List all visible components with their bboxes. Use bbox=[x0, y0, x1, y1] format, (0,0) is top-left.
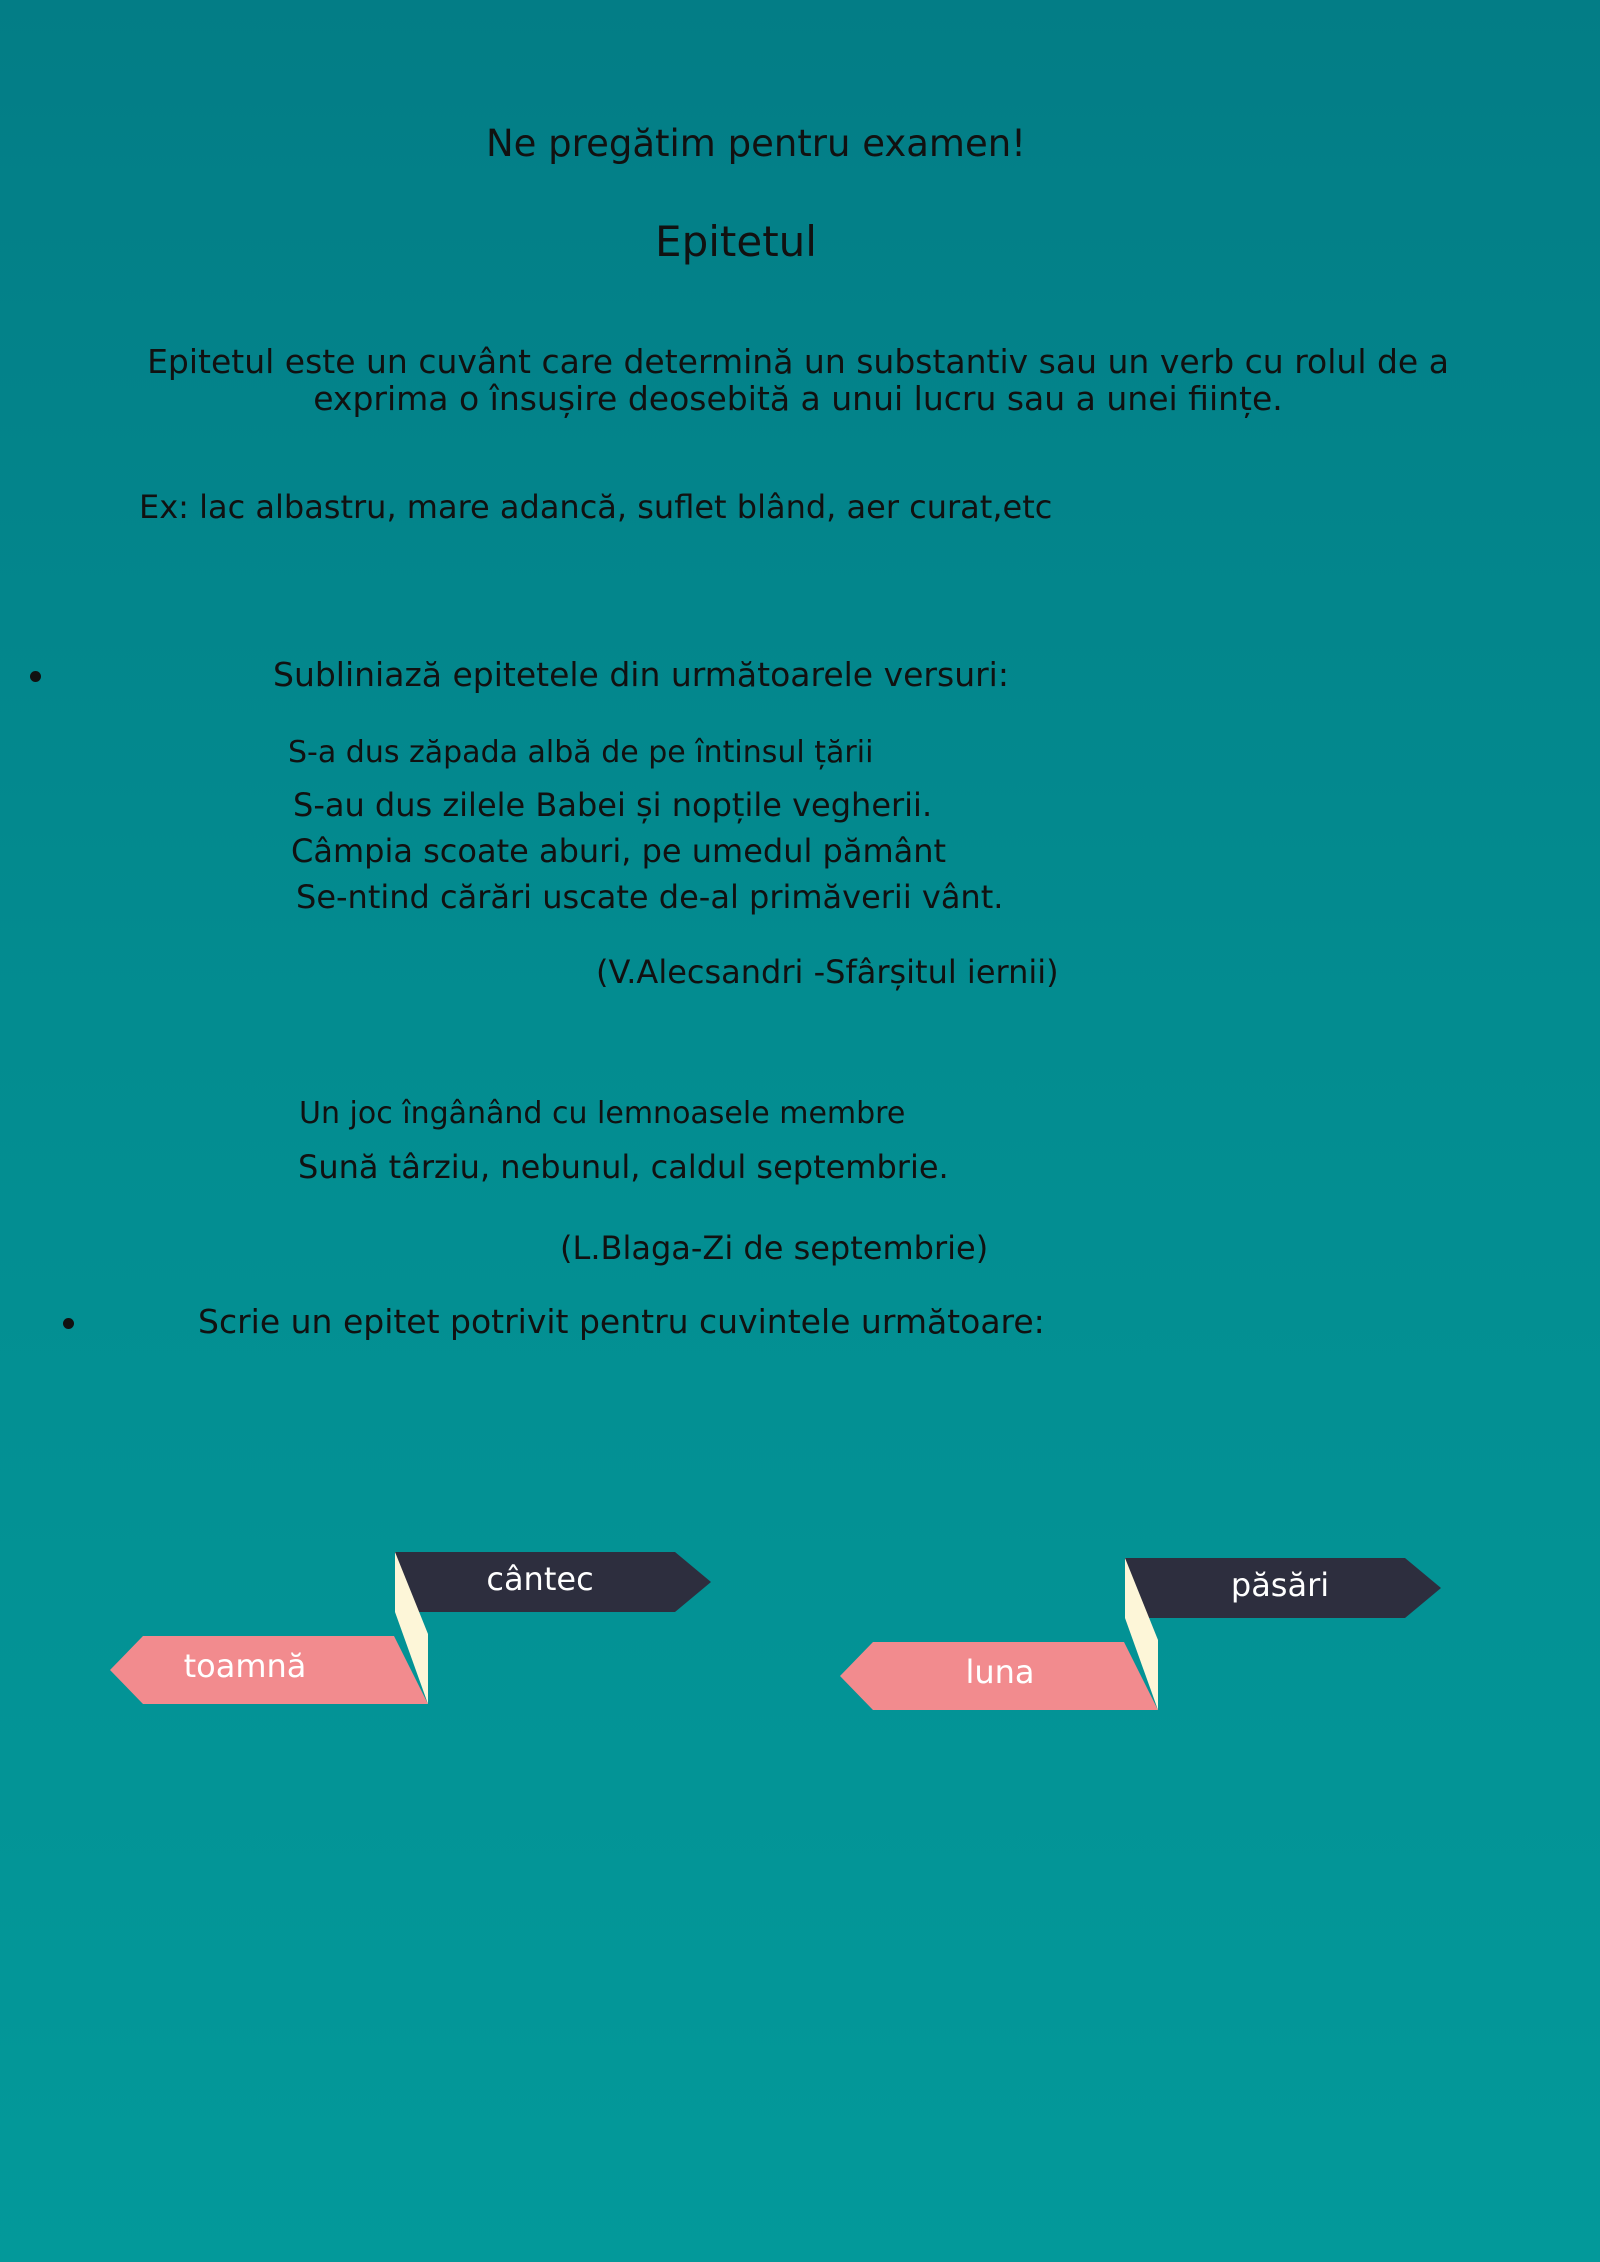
word-ribbon-pasari-luna bbox=[840, 1558, 1445, 1710]
ribbon-upper-label: păsări bbox=[1230, 1566, 1330, 1604]
ribbon-lower-label: luna bbox=[965, 1653, 1035, 1691]
task1-instruction: Subliniază epitetele din următoarele versuri: bbox=[273, 655, 1009, 694]
bullet-icon bbox=[63, 1318, 74, 1329]
poem1-line-2: S-au dus zilele Babei și nopțile vegherii. bbox=[293, 786, 933, 824]
task2-instruction: Scrie un epitet potrivit pentru cuvintele următoare: bbox=[198, 1302, 1045, 1341]
definition-line-2: exprima o însușire deosebită a unui lucru sau a unei ființe. bbox=[313, 379, 1283, 418]
poem1-line-3: Câmpia scoate aburi, pe umedul pământ bbox=[291, 832, 947, 870]
poem2-source: (L.Blaga-Zi de septembrie) bbox=[560, 1229, 989, 1267]
page-title: Ne pregătim pentru examen! bbox=[485, 122, 1026, 165]
poem1-line-1: S-a dus zăpada albă de pe întinsul țării bbox=[288, 735, 874, 770]
ribbon-lower-label: toamnă bbox=[183, 1647, 307, 1685]
ribbon-upper-label: cântec bbox=[486, 1560, 594, 1598]
definition-line-1: Epitetul este un cuvânt care determină un substantiv sau un verb cu rolul de a bbox=[147, 342, 1449, 381]
poem2-line-2: Sună târziu, nebunul, caldul septembrie. bbox=[298, 1148, 949, 1186]
bullet-icon bbox=[30, 671, 41, 682]
example-line: Ex: lac albastru, mare adancă, suflet blând, aer curat,etc bbox=[139, 488, 1053, 526]
poem1-line-4: Se-ntind cărări uscate de-al primăverii vânt. bbox=[296, 878, 1004, 916]
poem2-line-1: Un joc îngânând cu lemnoasele membre bbox=[299, 1096, 906, 1131]
page-subtitle: Epitetul bbox=[655, 217, 817, 266]
poem1-source: (V.Alecsandri -Sfârșitul iernii) bbox=[596, 953, 1059, 991]
word-ribbon-cantec-toamna bbox=[110, 1552, 715, 1704]
